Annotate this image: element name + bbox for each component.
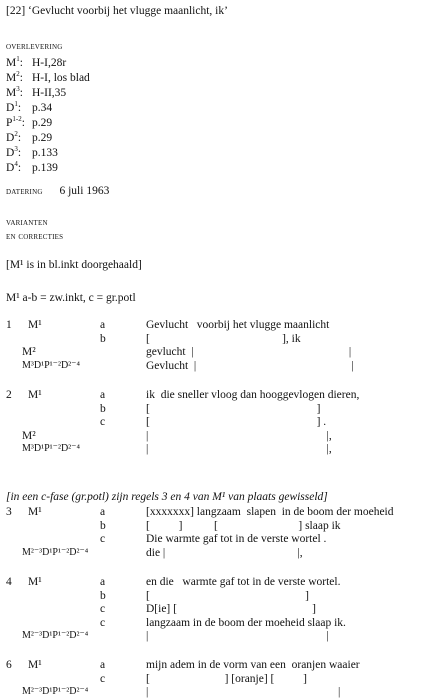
verse-number: 1 — [6, 319, 12, 331]
variant-reading: mijn adem in de vorm van een oranjen waaier — [146, 659, 360, 671]
verse-number: 2 — [6, 389, 12, 401]
phase-letter: b — [100, 402, 106, 415]
witness-number: 2 — [16, 70, 20, 79]
witness-siglum: M²⁻³D¹P¹⁻²D²⁻⁴ — [22, 546, 89, 558]
variant-reading: Gevlucht voorbij het vlugge maanlicht — [146, 319, 330, 331]
witness-location: p.139 — [32, 162, 58, 174]
witness-siglum: M²⁻³D¹P¹⁻²D²⁻⁴ — [22, 686, 89, 698]
witness-location: p.133 — [32, 147, 58, 159]
variant-reading: [ ] . — [146, 416, 327, 429]
variant-reading: [ ], ik — [146, 332, 301, 345]
witness-number: 3 — [14, 145, 18, 154]
overlevering-row: $M^1$: H-I,28r — [6, 55, 67, 69]
variant-reading: die | |, — [146, 546, 303, 559]
witness-siglum: M² — [22, 429, 36, 442]
variant-reading: en die warmte gaf tot in de verste wortel. — [146, 576, 341, 588]
phase-letter: a — [100, 576, 106, 588]
witness-siglum: M²⁻³D¹P¹⁻²D²⁻⁴ — [22, 630, 89, 642]
witness-number: 1 — [14, 100, 18, 109]
witness-siglum: M — [6, 57, 17, 69]
witness-number: 2 — [14, 130, 18, 139]
verse-number: 4 — [6, 576, 12, 588]
witness-siglum: M¹ — [28, 319, 42, 331]
overlevering-row: $D^1$: p.34 — [6, 100, 53, 114]
witness-location: p.29 — [32, 117, 53, 129]
witness-number: 1 — [16, 55, 20, 64]
witness-siglum: M² — [22, 346, 36, 359]
witness-location: p.29 — [32, 132, 53, 144]
overlevering-row: $D^2$: p.29 — [6, 130, 53, 144]
witness-number: 1-2 — [12, 115, 22, 124]
phase-letter: c — [100, 672, 106, 685]
phase-letter: c — [100, 416, 106, 429]
witness-siglum: M — [6, 87, 17, 99]
overlevering-row: $P^{1-2}$: p.29 — [6, 115, 53, 129]
note-inkt: M¹ a-b = zw.inkt, c = gr.potl — [6, 292, 136, 304]
variant-reading: langzaam in de boom der moeheid slaap ik. — [146, 616, 346, 629]
overlevering-row: $M^2$: H-I, los blad — [6, 70, 90, 84]
variant-reading: Die warmte gaf tot in de verste wortel . — [146, 533, 327, 546]
note-doorgehaald: [M¹ is in bl.inkt doorgehaald] — [6, 259, 142, 271]
witness-location: p.34 — [32, 102, 53, 114]
variant-reading: [ ] — [146, 589, 309, 602]
phase-letter: a — [100, 389, 106, 401]
datering-label: datering — [6, 186, 43, 197]
variant-reading: D[ie] [ ] — [146, 603, 316, 616]
page-title: [22] ‘Gevlucht voorbij het vlugge maanlicht, ik’ — [6, 5, 228, 17]
witness-siglum: M — [6, 72, 17, 84]
witness-siglum: M¹ — [28, 659, 42, 671]
variant-reading: | | — [146, 630, 329, 643]
witness-siglum: D — [6, 132, 15, 144]
witness-number: 3 — [16, 85, 20, 94]
witness-siglum: D — [6, 162, 15, 174]
witness-siglum: D — [6, 147, 15, 159]
witness-number: 4 — [14, 160, 18, 169]
overlevering-row: $D^4$: p.139 — [6, 160, 58, 174]
witness-siglum: M¹ — [28, 389, 42, 401]
variant-reading: gevlucht | | — [146, 346, 352, 359]
witness-location: H-I,28r — [32, 57, 67, 69]
witness-location: H-II,35 — [32, 87, 67, 99]
phase-letter: c — [100, 533, 106, 546]
witness-siglum: D — [6, 102, 15, 114]
verse-number: 6 — [6, 659, 12, 671]
varianten-heading: varianten — [6, 217, 48, 228]
witness-siglum: M¹ — [28, 576, 42, 588]
phase-letter: c — [100, 603, 106, 616]
datering — [6, 186, 109, 198]
witness-siglum: M³D¹P¹⁻²D²⁻⁴ — [22, 359, 80, 371]
variant-reading: [ ] [oranje] [ ] — [146, 672, 307, 685]
witness-siglum: P — [6, 117, 13, 129]
variant-reading: Gevlucht | | — [146, 359, 354, 372]
phase-letter: a — [100, 659, 106, 671]
witness-siglum: M³D¹P¹⁻²D²⁻⁴ — [22, 443, 80, 455]
overlevering-row: $D^3$: p.133 — [6, 145, 58, 159]
witness-location: H-I, los blad — [32, 72, 90, 84]
phase-letter: c — [100, 616, 106, 629]
variant-reading: | |, — [146, 443, 332, 456]
phase-letter: a — [100, 319, 106, 331]
overlevering-row: $M^3$: H-II,35 — [6, 85, 67, 99]
phase-letter: a — [100, 506, 106, 518]
variant-reading: | |, — [146, 429, 332, 442]
variant-reading: | | — [146, 686, 341, 699]
overlevering-heading: overlevering — [6, 41, 63, 52]
phase-letter: b — [100, 589, 106, 602]
correcties-heading: en correcties — [6, 231, 64, 242]
note-c-fase: [in een c-fase (gr.potl) zijn regels 3 en 4 van M¹ van plaats gewisseld] — [6, 491, 328, 503]
variant-reading: [xxxxxxx] langzaam slapen in de boom der moeheid — [146, 506, 394, 518]
phase-letter: b — [100, 519, 106, 532]
variant-reading: ik die sneller vloog dan hooggevlogen dieren, — [146, 389, 360, 401]
verse-number: 3 — [6, 506, 12, 518]
variant-reading: [ ] [ ] slaap ik — [146, 519, 341, 532]
datering-value: 6 juli 1963 — [59, 185, 110, 197]
phase-letter: b — [100, 332, 106, 345]
variant-reading: [ ] — [146, 402, 321, 415]
witness-siglum: M¹ — [28, 506, 42, 518]
